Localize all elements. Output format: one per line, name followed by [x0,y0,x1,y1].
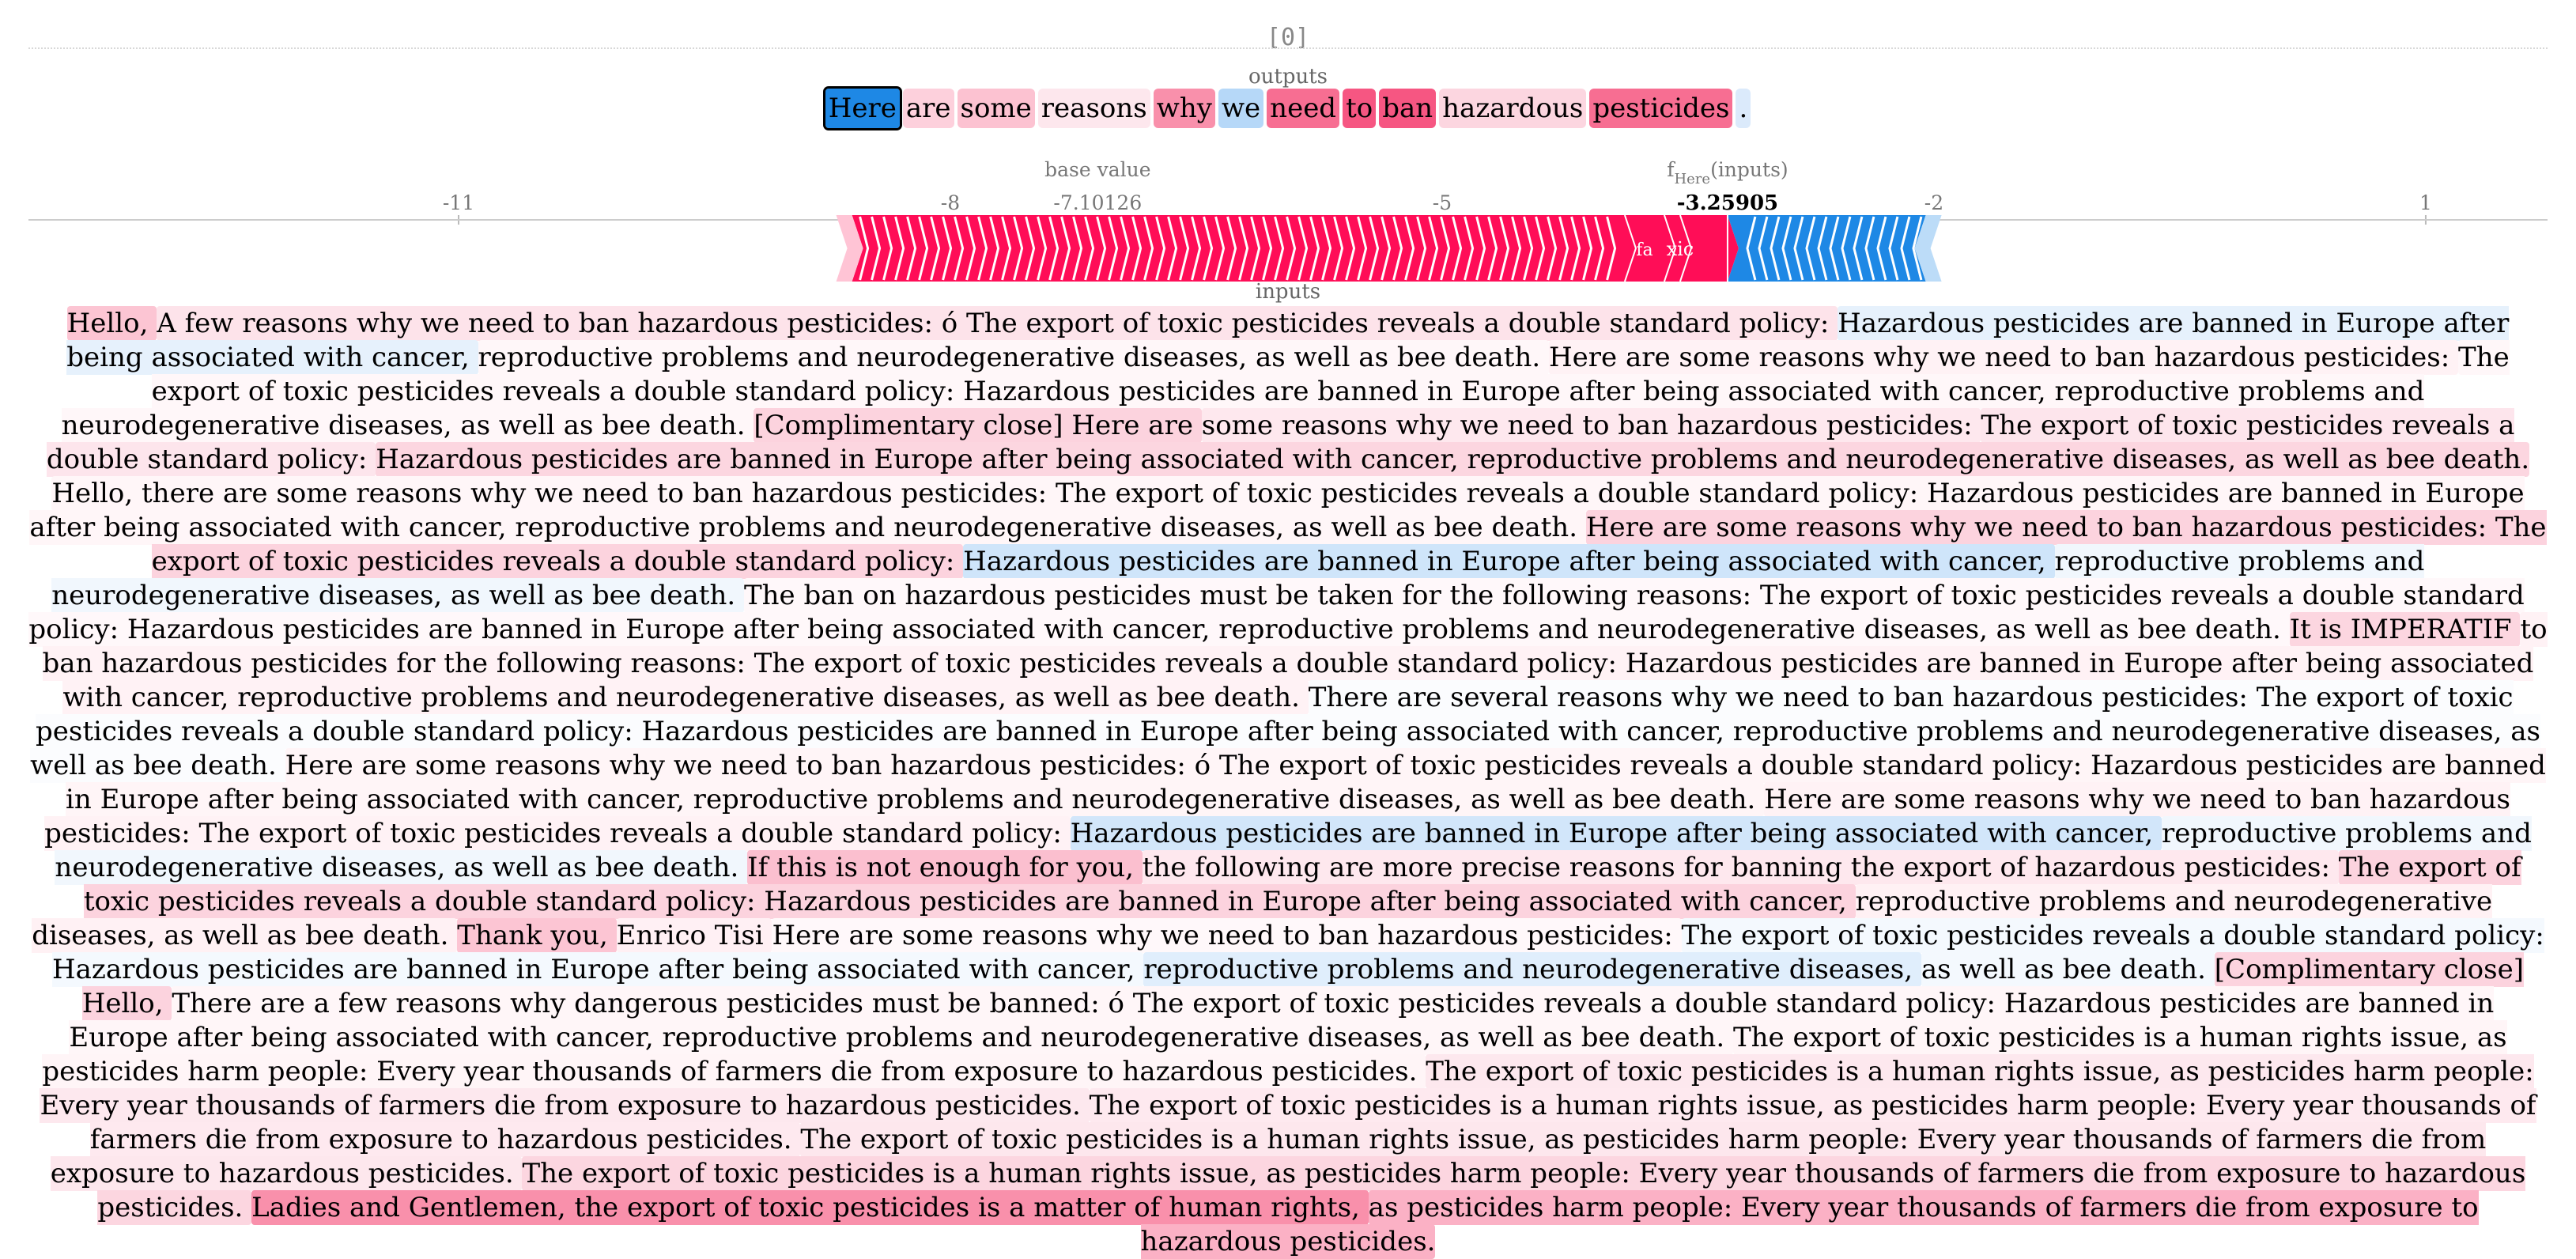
output-token[interactable]: reasons [1038,89,1150,128]
output-function-name: f [1667,158,1675,181]
input-segment[interactable]: Here are some reasons why we need to ban hazardous pesticides: ó The export of toxic pesticides reveals a double standard policy: Hazardous pesticides are banned in Europe after being associated with cancer, reproductive problems and neurodegenerative diseases, as well as bee death. [66,750,2546,815]
output-token[interactable]: need [1267,89,1339,128]
input-segment[interactable]: Enrico Tisi [616,920,772,951]
output-token[interactable]: some [958,89,1035,128]
input-segment[interactable]: [Complimentary close] Hello, [81,954,2524,1019]
input-segment[interactable]: The ban on hazardous pesticides must be taken for the following reasons: The export of toxic pesticides reveals a double standard policy: Hazardous pesticides are banned in Europe after being associated with cancer, reproductive problems and neurodegenerative diseases, as well as bee death. [28,580,2525,645]
input-segment[interactable]: reproductive problems and neurodegenerative diseases, as well as bee death. [32,886,2493,951]
input-segment[interactable]: The export of toxic pesticides is a human rights issue, as pesticides harm people: Every year thousands of farmers die from exposure to hazardous pesticides. [89,1090,2536,1155]
input-segment[interactable]: Here are some reasons why we need to ban hazardous pesticides: The export of toxic pesticides reveals a double standard policy: [44,784,2510,849]
input-segment[interactable]: reproductive problems and neurodegenerative diseases, as well as bee death. [51,546,2425,611]
input-segment[interactable]: as pesticides harm people: Every year thousands of farmers die from exposure to hazardous pesticides. [1140,1192,2479,1257]
input-segment[interactable]: Hazardous pesticides are banned in Europe after being associated with cancer, [66,308,2510,373]
input-segment[interactable]: reproductive problems and neurodegenerative diseases, [1143,954,1921,985]
input-segment[interactable]: Here are some reasons why we need to ban hazardous pesticides: [1548,342,2459,373]
input-segment[interactable]: There are several reasons why we need to ban hazardous pesticides: The export of toxic pesticides reveals a double standard policy: Hazardous pesticides are banned in Europe after being associated with cancer, reproductive problems and neurodegenerative diseases, as well as bee death. [30,682,2540,781]
input-segment[interactable]: Hazardous pesticides are banned in Europe after being associated with cancer, [963,546,2055,577]
outputs-title: outputs [1248,65,1328,89]
input-segment[interactable]: Hello, there are some reasons why we need to ban hazardous pesticides: The export of toxic pesticides reveals a double standard policy: Hazardous pesticides are banned in Europe after being associated with cancer, reproductive problems and neurodegenerative diseases, as well as bee death. [29,478,2525,543]
input-segment[interactable]: [Complimentary close] Here are [754,410,1202,441]
input-segment[interactable]: reproductive problems and neurodegenerative diseases, as well as bee death. [478,342,1549,373]
axis-tick-label: -8 [940,191,961,214]
output-token[interactable]: hazardous [1439,89,1586,128]
input-segment[interactable]: the following are more precise reasons for banning the export of hazardous pesticides: [1142,852,2339,883]
input-segment[interactable]: Thank you, [457,920,617,951]
input-segment[interactable]: There are a few reasons why dangerous pesticides must be banned: ó The export of toxic pesticides reveals a double standard policy: Hazardous pesticides are banned in Europe after being associated with cancer, reproductive problems and neurodegenerative diseases, as well as bee death. [69,988,2495,1053]
input-segment[interactable]: The export of toxic pesticides is a human rights issue, as pesticides harm people: Every year thousands of farmers die from exposure to hazardous pesticides. [50,1124,2487,1189]
force-plot [0,158,2576,285]
axis-tick-label: 1 [2419,191,2432,214]
base-value: -7.10126 [1053,191,1143,214]
output-token[interactable]: why [1154,89,1215,128]
feature-label: xic [1666,238,1694,260]
output-token[interactable]: pesticides [1589,89,1732,128]
output-token[interactable]: . [1736,89,1751,128]
axis-tick-label: -2 [1924,191,1944,214]
input-segment[interactable]: reproductive problems and neurodegenerative diseases, as well as bee death. [55,818,2532,883]
input-segment[interactable]: The export of toxic pesticides reveals a double standard policy: Hazardous pesticides are banned in Europe after being associated with cancer, [83,852,2521,917]
input-segment[interactable]: The export of toxic pesticides reveals a double standard policy: Hazardous pesticides are banned in Europe after being associated with cancer, [52,920,2544,985]
output-token-list [0,89,2576,128]
separator-line [28,47,2548,49]
output-token[interactable]: we [1218,89,1263,128]
output-token[interactable]: Here [825,89,900,128]
base-value-label: base value [1044,158,1151,181]
input-segment[interactable]: It is IMPERATIF [2289,614,2521,645]
output-token[interactable]: ban [1379,89,1436,128]
input-segment[interactable]: The export of toxic pesticides is a human rights issue, as pesticides harm people: Every year thousands of farmers die from exposure to hazardous pesticides. [42,1022,2507,1087]
input-segment[interactable]: Hazardous pesticides are banned in Europe after being associated with cancer, [1070,818,2162,849]
output-index-label: [0] [1266,24,1310,51]
output-function-subscript: Here [1674,171,1711,187]
input-segment[interactable]: The export of toxic pesticides reveals a double standard policy: [46,410,2515,475]
input-segment[interactable]: Ladies and Gentlemen, the export of toxic pesticides is a matter of human rights, [251,1192,1369,1223]
axis-tick-label: -5 [1432,191,1452,214]
output-function-label [1667,158,1788,187]
axis-tick-label: -11 [442,191,475,214]
input-segment[interactable]: some reasons why we need to ban hazardous pesticides: [1201,410,1981,441]
input-segment[interactable]: Hazardous pesticides are banned in Europe after being associated with cancer, reproductive problems and neurodegenerative diseases, as well as bee death. [376,444,2530,475]
inputs-title: inputs [1255,280,1321,304]
input-segment[interactable]: The export of toxic pesticides is a human rights issue, as pesticides harm people: Every year thousands of farmers die from exposure to hazardous pesticides. [97,1158,2526,1223]
input-text-highlighted [28,307,2548,1259]
output-function-tail: (inputs) [1710,158,1788,181]
input-segment[interactable]: A few reasons why we need to ban hazardous pesticides: ó The export of toxic pesticides reveals a double standard policy: [157,308,1838,339]
input-segment[interactable]: Here are some reasons why we need to ban hazardous pesticides: The export of toxic pesticides reveals a double standard policy: [151,512,2547,577]
force-bars [837,210,1942,282]
output-token[interactable]: are [903,89,954,128]
input-segment[interactable]: The export of toxic pesticides is a human rights issue, as pesticides harm people: Every year thousands of farmers die from exposure to hazardous pesticides. [40,1056,2534,1121]
input-segment[interactable]: Here are some reasons why we need to ban hazardous pesticides: [772,920,1682,951]
input-segment[interactable]: If this is not enough for you, [747,852,1143,883]
input-segment[interactable]: The export of toxic pesticides reveals a double standard policy: Hazardous pesticides are banned in Europe after being associated with cancer, reproductive problems and neurodegenerative diseases, as well as bee death. [61,342,2510,441]
feature-label: fa [1636,240,1653,260]
input-segment[interactable]: Hello, [66,308,157,339]
input-segment[interactable]: to ban hazardous pesticides for the following reasons: The export of toxic pesticides reveals a double standard policy: Hazardous pesticides are banned in Europe after being associated with cancer, reproductive problems and neurodegenerative diseases, as well as bee death. [42,614,2548,713]
output-token[interactable]: to [1343,89,1376,128]
input-segment[interactable]: as well as bee death. [1921,954,2215,985]
output-value: -3.25905 [1676,191,1779,215]
